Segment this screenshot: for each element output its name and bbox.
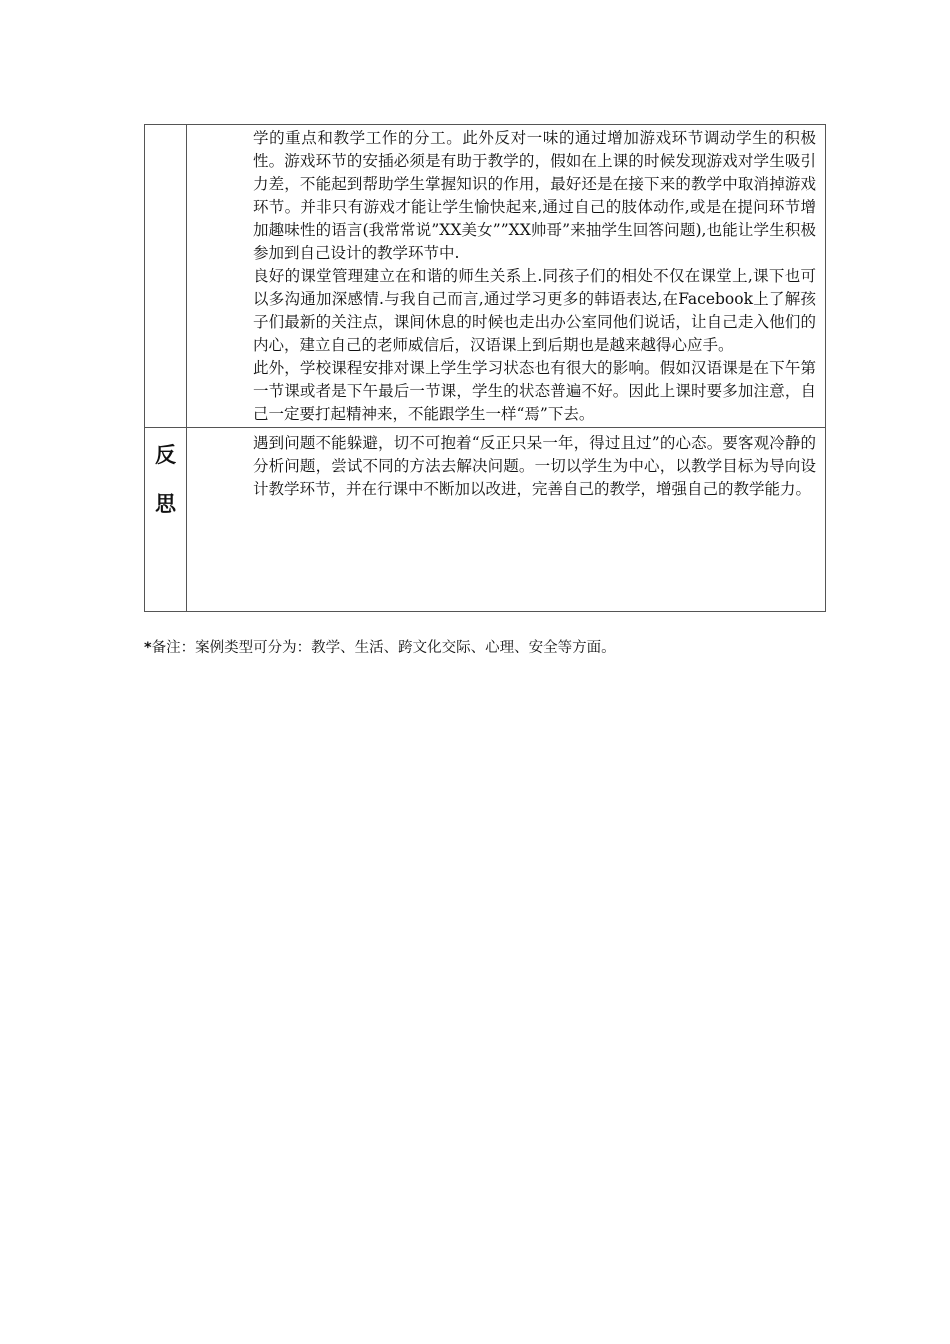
reflection-label bbox=[145, 428, 186, 517]
continuation-label-cell bbox=[145, 125, 187, 428]
reflection-content bbox=[253, 428, 816, 501]
reflection-text: 遇到问题不能躲避，切不可抱着“反正只呆一年，得过且过”的心态。要客观冷静的分析问题，尝试不同的方法去解决问题。一切以学生为中心，以教学目标为导向设计教学环节，并在行课中不断加以改进，完善自己的教学，增强自己的教学能力。 bbox=[253, 434, 816, 498]
reflection-label-char-2: 思 bbox=[155, 492, 176, 516]
continuation-content bbox=[253, 125, 816, 427]
reflection-label-cell bbox=[145, 428, 187, 612]
paragraph-schedule-impact: 此外，学校课程安排对课上学生学习状态也有很大的影响。假如汉语课是在下午第一节课或者是下午最后一节课，学生的状态普遍不好。因此上课时要多加注意，自己一定要打起精神来，不能跟学生一样“焉”下去。 bbox=[253, 359, 816, 423]
footnote-marker: * bbox=[144, 640, 152, 656]
reflection-row bbox=[145, 428, 826, 612]
continuation-body-cell bbox=[187, 125, 826, 428]
reflection-body-cell bbox=[187, 428, 826, 612]
footnote-text: 备注：案例类型可分为：教学、生活、跨文化交际、心理、安全等方面。 bbox=[151, 640, 616, 656]
reflection-label-char-1: 反 bbox=[155, 443, 176, 467]
continuation-row bbox=[145, 125, 826, 428]
paragraph-classroom-management: 良好的课堂管理建立在和谐的师生关系上.同孩子们的相处不仅在课堂上,课下也可以多沟通加深感情.与我自己而言,通过学习更多的韩语表达,在Facebook上了解孩子们最新的关注点，课间休息的时候也走出办公室同他们说话，让自己走入他们的内心，建立自己的老师威信后，汉语课上到后期也是越来越得心应手。 bbox=[253, 267, 816, 354]
footnote bbox=[144, 638, 616, 658]
paragraph-game-section: 学的重点和教学工作的分工。此外反对一味的通过增加游戏环节调动学生的积极性。游戏环节的安插必须是有助于教学的，假如在上课的时候发现游戏对学生吸引力差，不能起到帮助学生掌握知识的作用，最好还是在接下来的教学中取消掉游戏环节。并非只有游戏才能让学生愉快起来,通过自己的肢体动作,或是在提问环节增加趣味性的语言(我常常说”XX美女””XX帅哥”来抽学生回答问题),也能让学生积极参加到自己设计的教学环节中. bbox=[253, 129, 816, 262]
case-table bbox=[144, 124, 826, 612]
